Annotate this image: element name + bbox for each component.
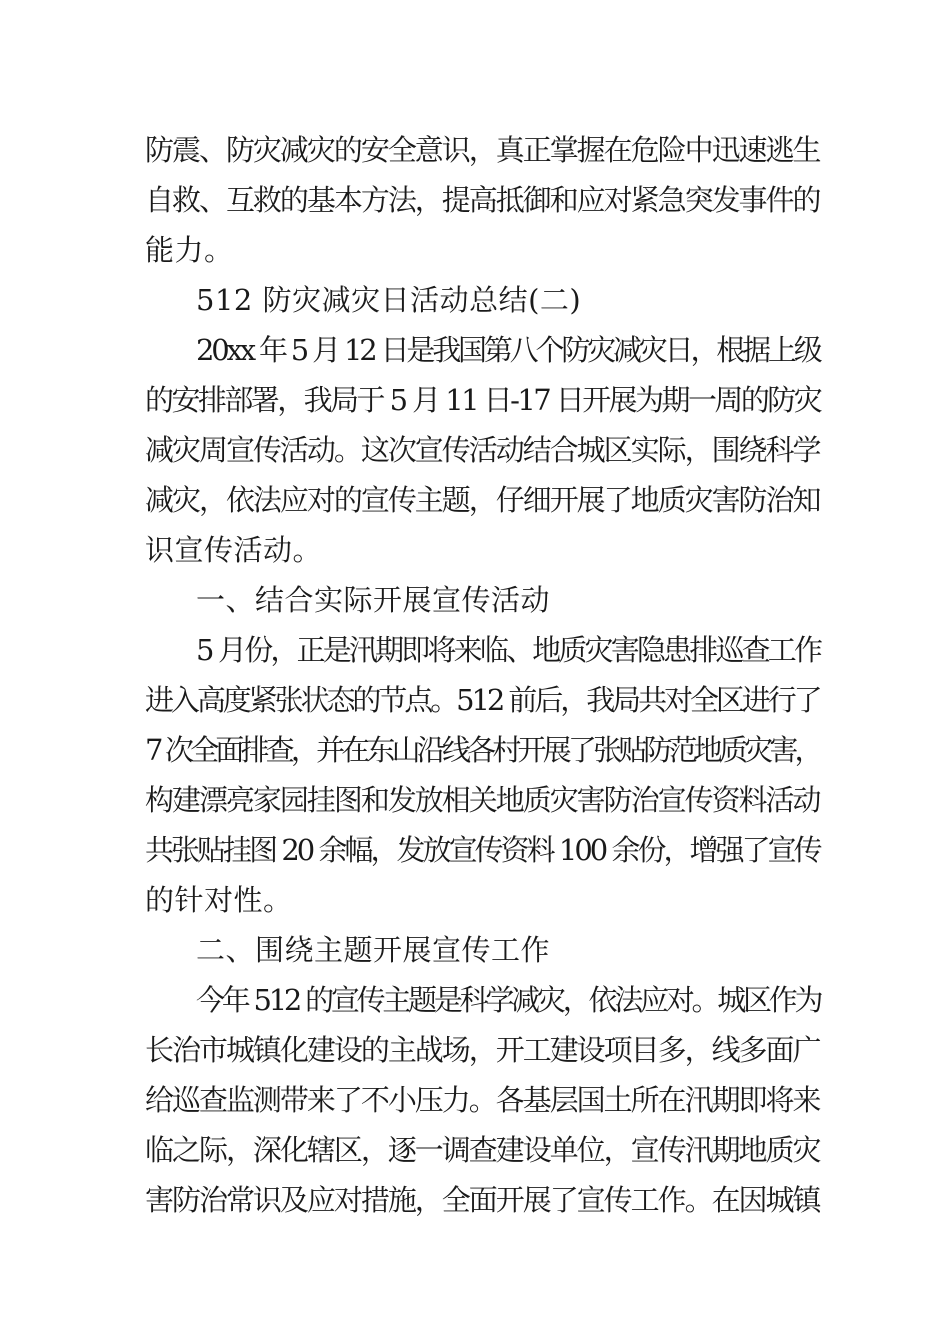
section-heading: 一、结合实际开展宣传活动 (196, 583, 551, 617)
text-line: 20xx 年 5 月 12 日是我国第八个防灾减灾日，根据上级 (196, 333, 820, 367)
text-line: 能力。 (145, 233, 234, 267)
text-line: 7 次全面排查，并在东山沿线各村开展了张贴防范地质灾害， (145, 733, 820, 767)
text-line: 自救、互救的基本方法，提高抵御和应对紧急突发事件的 (145, 183, 820, 217)
text-line: 害防治常识及应对措施，全面开展了宣传工作。在因城镇 (145, 1183, 820, 1217)
text-line: 减灾，依法应对的宣传主题，仔细开展了地质灾害防治知 (145, 483, 820, 517)
text-line: 长治市城镇化建设的主战场，开工建设项目多，线多面广 (145, 1033, 820, 1067)
text-line: 给巡查监测带来了不小压力。各基层国土所在汛期即将来 (145, 1083, 820, 1117)
text-line: 防震、防灾减灾的安全意识，真正掌握在危险中迅速逃生 (145, 133, 820, 167)
text-line: 减灾周宣传活动。这次宣传活动结合城区实际，围绕科学 (145, 433, 820, 467)
section-heading: 二、围绕主题开展宣传工作 (196, 933, 551, 967)
text-line: 临之际，深化辖区，逐一调查建设单位，宣传汛期地质灾 (145, 1133, 820, 1167)
text-line: 的针对性。 (145, 883, 293, 917)
section-title: 512 防灾减灾日活动总结(二) (196, 283, 582, 317)
text-line: 识宣传活动。 (145, 533, 323, 567)
text-line: 进入高度紧张状态的节点。512 前后，我局共对全区进行了 (145, 683, 820, 717)
text-line: 5 月份，正是汛期即将来临、地质灾害隐患排巡查工作 (196, 633, 821, 667)
text-line: 构建漂亮家园挂图和发放相关地质灾害防治宣传资料活动 (145, 783, 820, 817)
text-line: 共张贴挂图 20 余幅，发放宣传资料 100 余份，增强了宣传 (145, 833, 820, 867)
text-line: 今年 512 的宣传主题是科学减灾，依法应对。城区作为 (196, 983, 821, 1017)
text-line: 的安排部署，我局于 5 月 11 日-17 日开展为期一周的防灾 (145, 383, 821, 417)
